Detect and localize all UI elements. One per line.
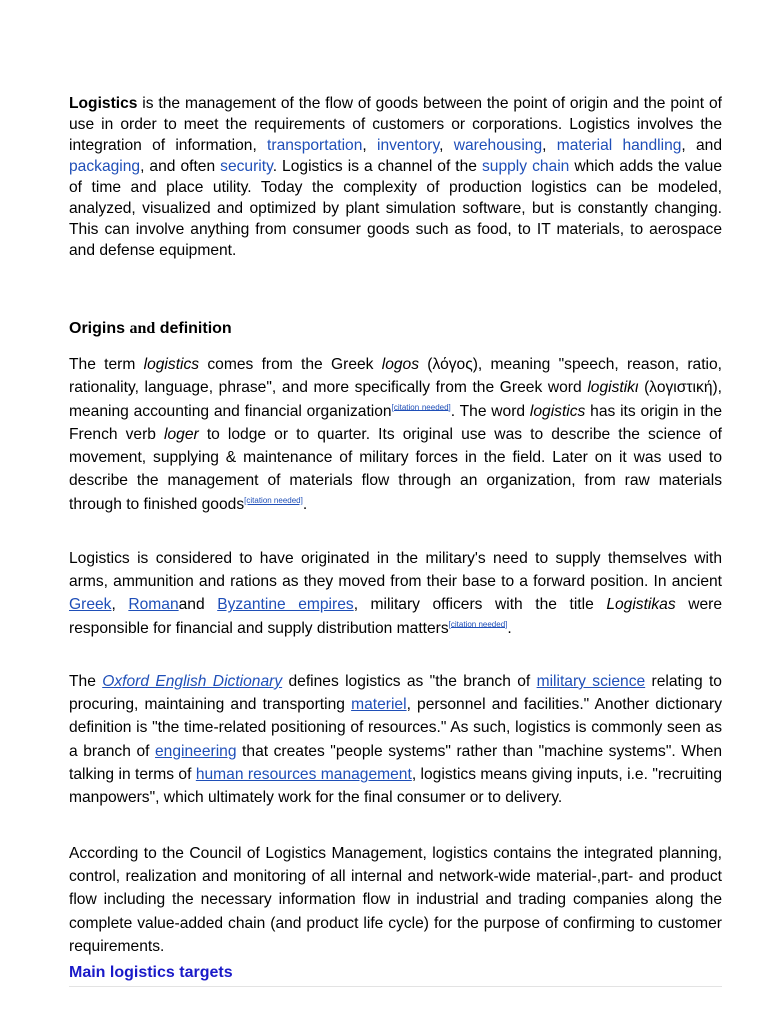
link-transportation[interactable]: transportation [267, 137, 363, 154]
citation-needed-link[interactable]: [citation needed] [448, 619, 508, 629]
origins-heading: Origins and definition [69, 320, 232, 337]
link-military-science[interactable]: military science [536, 673, 646, 690]
intro-paragraph: Logistics is the management of the flow of goods between the point of origin and the point of use in order to meet the requirements of customers or corporations. Logistics involves the integration of information, transportation, inventory, warehousing, material handling, and packaging, and often security. Logistics is a channel of the supply chain which adds the value of time and place utility. Today the complexity of production logistics can be modeled, analyzed, visualized and optimized by plant simulation software, but is constantly changing. This can involve anything from consumer goods such as food, to IT materials, to aerospace and defense equipment. [69, 95, 723, 259]
link-supply-chain[interactable]: supply chain [481, 158, 570, 175]
link-security[interactable]: security [220, 158, 273, 175]
link-oxford-english-dictionary[interactable]: Oxford English Dictionary [102, 673, 283, 690]
link-byzantine-empires[interactable]: Byzantine empires [217, 596, 354, 614]
term-logistics: Logistics [69, 95, 138, 112]
citation-needed-link[interactable]: [citation needed] [244, 495, 303, 505]
citation-needed-link[interactable]: [citation needed] [391, 402, 451, 412]
link-materiel[interactable]: materiel [351, 696, 407, 714]
link-engineering[interactable]: engineering [155, 742, 237, 760]
main-logistics-targets-heading: Main logistics targets [69, 964, 233, 981]
term-paragraph: The term logistics comes from the Greek logos (λόγος), meaning "speech, reason, ratio, rationality, language, phrase", and more specifically from the Greek word logistikι (λογιστική), meaning accounting and financial organization[citation needed]. The word logistics has its origin in the French verb loger to lodge or to quarter. Its original use was to describe the science of movement, supplying & maintenance of military forces in the field. Later on it was used to describe the management of materials flow through an organization, from raw materials through to finished goods[citation needed]. [69, 356, 723, 513]
link-human-resources-management[interactable]: human resources management [195, 765, 412, 783]
link-roman[interactable]: Roman [128, 596, 179, 614]
section-divider [69, 986, 722, 987]
link-packaging[interactable]: packaging [69, 158, 141, 175]
link-warehousing[interactable]: warehousing [453, 137, 543, 154]
link-greek[interactable]: Greek [69, 596, 112, 614]
dictionary-definition-paragraph: The Oxford English Dictionary defines logistics as "the branch of military science relating to procuring, maintaining and transporting materiel, personnel and facilities." Another dictionary definition is "the time-related positioning of resources." As such, logistics is commonly seen as a branch of engineering that creates "people systems" rather than "machine systems". When talking in terms of human resources management, logistics means giving inputs, i.e. "recruiting manpowers", which ultimately work for the final consumer or to delivery. [69, 673, 723, 807]
link-material-handling[interactable]: material handling [556, 137, 682, 154]
military-origin-paragraph: Logistics is considered to have originated in the military's need to supply themselves with arms, ammunition and rations as they moved from their base to a forward position. In ancient Greek, Romanand Byzantine empires, military officers with the title Logistikas were responsible for financial and supply distribution matters[citation needed]. [69, 550, 722, 637]
council-paragraph: According to the Council of Logistics Management, logistics contains the integrated planning, control, realization and monitoring of all internal and network-wide material-,part- and product flow including the necessary information flow in industrial and trading companies along the complete value-added chain (and product life cycle) for the purpose of confirming to customer requirements. [69, 845, 722, 955]
link-inventory[interactable]: inventory [377, 137, 440, 154]
